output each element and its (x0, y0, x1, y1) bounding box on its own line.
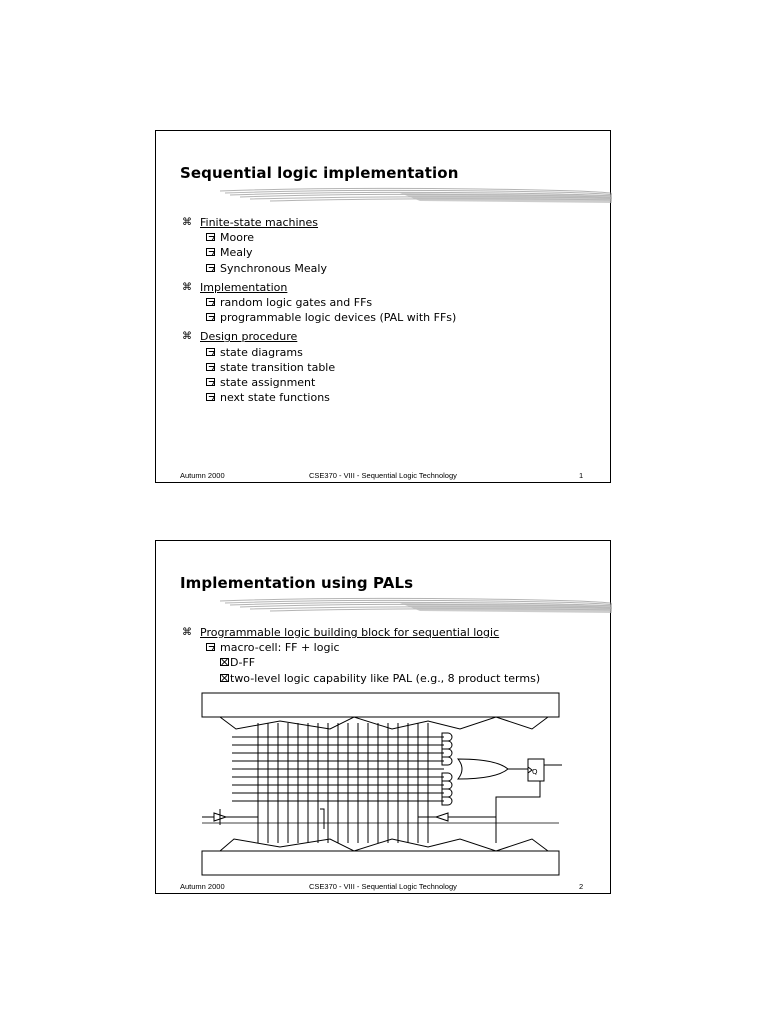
bottom-boundary (220, 839, 548, 851)
footer-date: Autumn 2000 (180, 882, 225, 891)
checkbox-x-icon (220, 674, 229, 682)
bullet-list (182, 625, 540, 686)
sub-bullet: macro-cell: FF + logic (182, 640, 540, 655)
pal-macrocell-diagram (196, 687, 606, 879)
checkbox-x-icon (220, 658, 229, 666)
checkbox-arrow-icon (206, 378, 215, 386)
bullet-fsm: ⌘ Finite-state machines (182, 216, 319, 229)
sub-bullet: next state functions (182, 390, 456, 405)
title-brush-stroke (180, 181, 612, 211)
ff-q-label: Q (532, 768, 538, 776)
sub-bullet: Moore (182, 230, 456, 245)
sub-bullet: state assignment (182, 375, 456, 390)
checkbox-arrow-icon (206, 298, 215, 306)
bullet-list (182, 215, 456, 405)
bullet-design-procedure: ⌘ Design procedure (182, 330, 298, 344)
slide-1 (155, 130, 611, 483)
array-columns (258, 723, 428, 843)
checkbox-arrow-icon (206, 363, 215, 371)
feedback-line (496, 781, 540, 843)
footer-page-number: 1 (579, 471, 584, 480)
top-bus-bar (202, 693, 559, 717)
sub-bullet: Mealy (182, 245, 456, 260)
sub-bullet: programmable logic devices (PAL with FFs) (182, 310, 456, 325)
slide-title: Implementation using PALs (180, 574, 414, 592)
checkbox-arrow-icon (206, 643, 215, 651)
title-brush-stroke (180, 591, 612, 621)
sub-sub-bullet: D-FF (182, 655, 540, 670)
slide-title: Sequential logic implementation (180, 164, 459, 182)
checkbox-arrow-icon (206, 264, 215, 272)
command-key-icon: ⌘ (182, 331, 192, 343)
command-key-icon: ⌘ (182, 217, 192, 228)
checkbox-arrow-icon (206, 233, 215, 241)
checkbox-arrow-icon (206, 393, 215, 401)
sub-bullet: random logic gates and FFs (182, 295, 456, 310)
or-gate (458, 759, 508, 779)
sub-bullet: state transition table (182, 360, 456, 375)
bullet-building-block: ⌘ Programmable logic building block for sequential logic (182, 626, 500, 639)
checkbox-arrow-icon (206, 313, 215, 321)
checkbox-arrow-icon (206, 248, 215, 256)
slide-2 (155, 540, 611, 894)
command-key-icon: ⌘ (182, 281, 192, 293)
sub-sub-bullet: two-level logic capability like PAL (e.g., 8 product terms) (182, 671, 540, 686)
footer-course: CSE370 - VIII - Sequential Logic Technology (309, 882, 457, 891)
sub-bullet: Synchronous Mealy (182, 261, 456, 276)
bottom-bus-bar (202, 851, 559, 875)
top-boundary (220, 717, 548, 729)
sub-bullet: state diagrams (182, 345, 456, 360)
command-key-icon: ⌘ (182, 627, 192, 638)
right-buffer (436, 813, 448, 821)
checkbox-arrow-icon (206, 348, 215, 356)
footer-course: CSE370 - VIII - Sequential Logic Technology (309, 471, 457, 480)
bullet-implementation: ⌘ Implementation (182, 280, 288, 294)
footer-page-number: 2 (579, 882, 584, 891)
footer-date: Autumn 2000 (180, 471, 225, 480)
